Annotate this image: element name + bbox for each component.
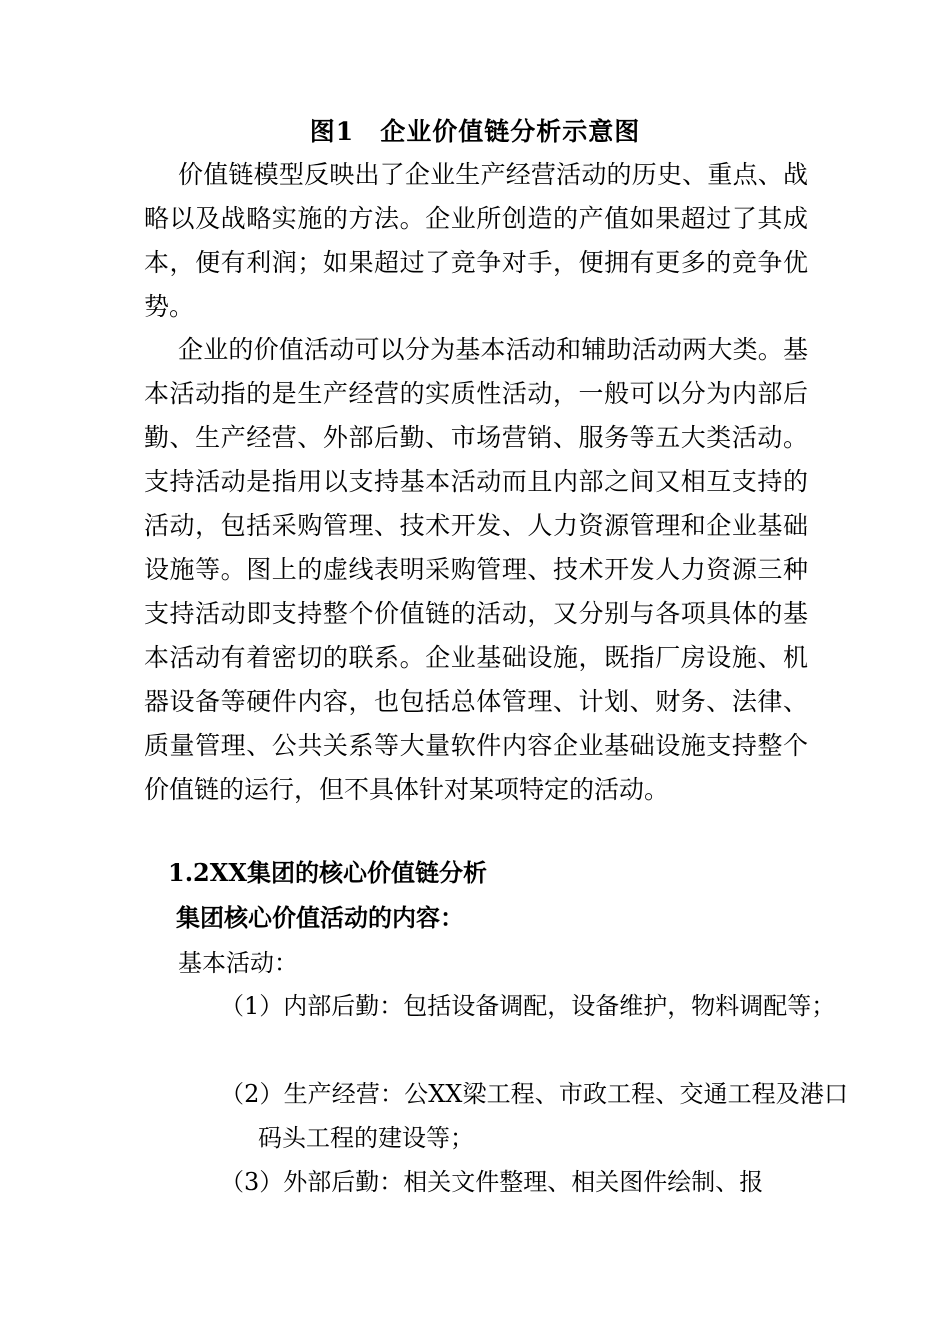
paragraph-value-activities: 企业的价值活动可以分为基本活动和辅助活动两大类。基本活动指的是生产经营的实质性活动，一般可以分为内部后勤、生产经营、外部后勤、市场营销、服务等五大类活动。支持活动是指用以支持基本活动而且内部之间又相互支持的活动，包括采购管理、技术开发、人力资源管理和企业基础设施等。图上的虚线表明采购管理、技术开发人力资源三种支持活动即支持整个价值链的活动，又分别与各项具体的基本活动有着密切的联系。企业基础设施，既指厂房设施、机器设备等硬件内容，也包括总体管理、计划、财务、法律、质量管理、公共关系等大量软件内容企业基础设施支持整个价值链的运行，但不具体针对某项特定的活动。 bbox=[144, 335, 808, 804]
list-item bbox=[220, 1072, 848, 1160]
list-item-text: 内部后勤：包括设备调配，设备维护，物料调配等； bbox=[283, 992, 836, 1020]
section-heading: 1.2XX集团的核心价值链分析 bbox=[168, 858, 487, 887]
list-item-number: （2） bbox=[220, 1080, 284, 1108]
list-item-number: （1） bbox=[220, 992, 284, 1020]
sub-heading: 集团核心价值活动的内容： bbox=[176, 903, 464, 932]
list-item-text: 外部后勤：相关文件整理、相关图件绘制、报 bbox=[283, 1168, 764, 1196]
paragraph-value-chain-model: 价值链模型反映出了企业生产经营活动的历史、重点、战略以及战略实施的方法。企业所创造的产值如果超过了其成本，便有利润；如果超过了竞争对手，便拥有更多的竞争优势。 bbox=[144, 160, 808, 321]
figure-caption: 图1 企业价值链分析示意图 bbox=[309, 117, 641, 146]
list-item bbox=[220, 1160, 848, 1204]
list-item-number: （3） bbox=[220, 1168, 284, 1196]
list-item bbox=[220, 984, 848, 1028]
list-item-text: 生产经营：公XX梁工程、市政工程、交通工程及港口码头工程的建设等； bbox=[258, 1080, 848, 1152]
basic-activities-label: 基本活动： bbox=[178, 949, 298, 977]
